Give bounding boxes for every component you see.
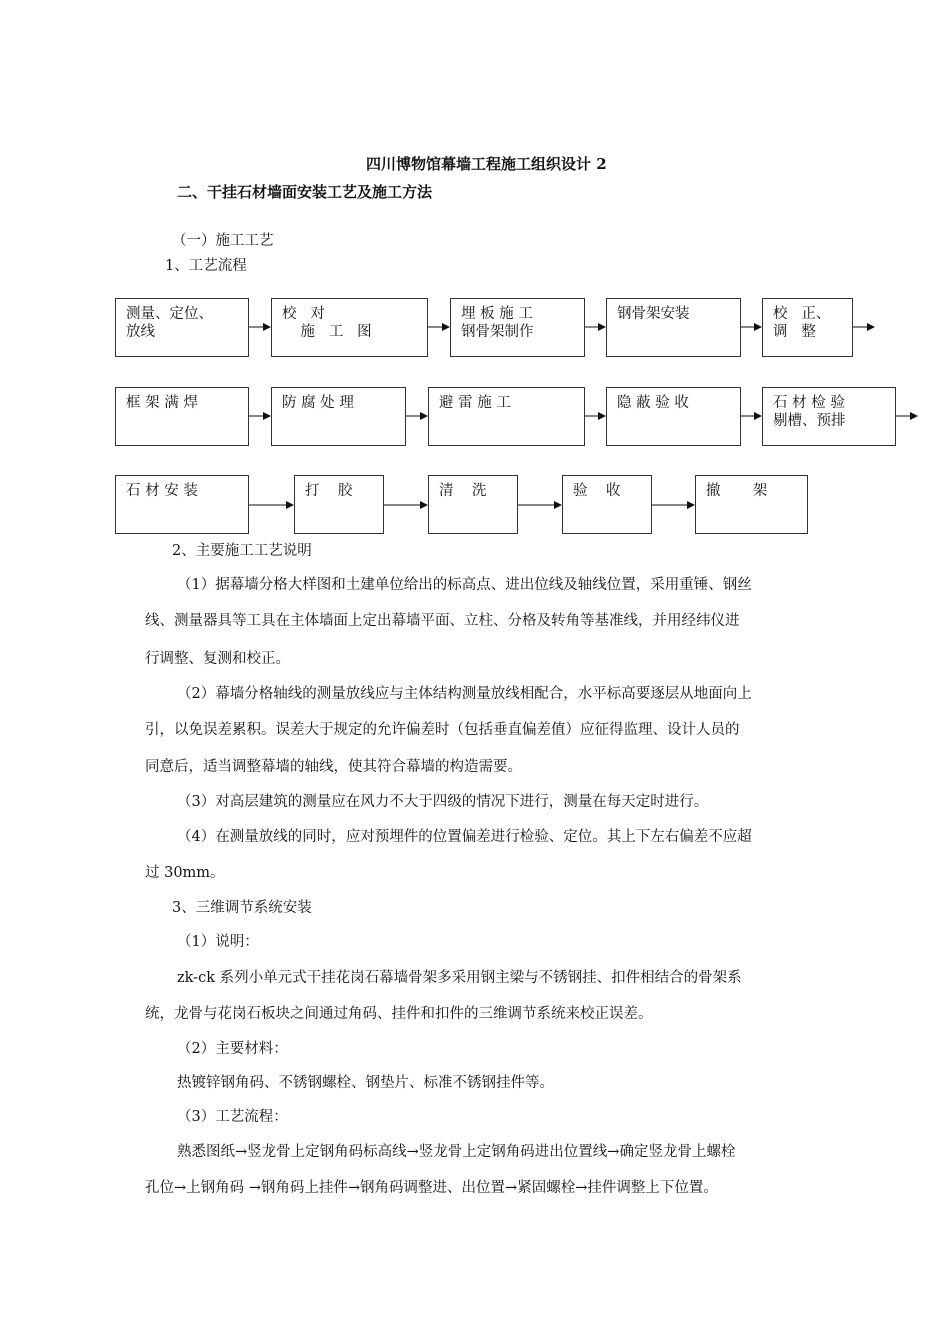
paragraph-line: （2）幕墙分格轴线的测量放线应与主体结构测量放线相配合，水平标高要逐层从地面向上 <box>177 686 752 702</box>
flow-step-text: 施 工 图 <box>282 324 372 340</box>
flow-step-text: 打 胶 <box>305 483 353 499</box>
flow-step-text: 钢骨架制作 <box>461 324 534 340</box>
paragraph-line: 线、测量器具等工具在主体墙面上定出幕墙平面、立柱、分格及转角等基准线，并用经纬仪进 <box>145 613 740 629</box>
heading-main-process: 2、主要施工工艺说明 <box>172 543 312 559</box>
paragraph-line: （1）据幕墙分格大样图和土建单位给出的标高点、进出位线及轴线位置，采用重锤、钢丝 <box>177 577 752 593</box>
subsection-heading: （一）施工工艺 <box>172 233 274 249</box>
flow-step-text: 埋 板 施 工 <box>461 306 533 322</box>
flow-step-text: 石 材 安 装 <box>126 483 198 499</box>
flow-step-text: 放线 <box>126 324 155 340</box>
flow-step-text: 调 整 <box>773 324 816 340</box>
flow-step-text: 校 对 <box>282 306 325 322</box>
paragraph-line: 统，龙骨与花岗石板块之间通过角码、挂件和扣件的三维调节系统来校正误差。 <box>145 1006 653 1022</box>
paragraph-line: zk-ck 系列小单元式干挂花岗石幕墙骨架多采用钢主梁与不锈钢挂、扣件相结合的骨架系 <box>177 970 742 986</box>
flow-step-text: 避 雷 施 工 <box>439 395 511 411</box>
paragraph-line: 过 30mm。 <box>145 865 225 881</box>
flow-step-text: 清 洗 <box>439 483 487 499</box>
flow-step-text: 隐 蔽 验 收 <box>617 395 689 411</box>
flow-step-text: 框 架 满 焊 <box>126 395 198 411</box>
paragraph-line: 熟悉图纸→竖龙骨上定钢角码标高线→竖龙骨上定钢角码进出位置线→确定竖龙骨上螺栓 <box>177 1144 736 1160</box>
paragraph-line: （2）主要材料： <box>177 1041 288 1057</box>
heading-3d-adjustment: 3、三维调节系统安装 <box>172 900 312 916</box>
paragraph-line: 引，以免误差累积。误差大于规定的允许偏差时（包括垂直偏差值）应征得监理、设计人员的 <box>145 722 740 738</box>
paragraph-line: （3）工艺流程： <box>177 1109 288 1125</box>
paragraph-line: 孔位→上钢角码 →钢角码上挂件→钢角码调整进、出位置→紧固螺栓→挂件调整上下位置。 <box>145 1180 718 1196</box>
paragraph-line: （3）对高层建筑的测量应在风力不大于四级的情况下进行，测量在每天定时进行。 <box>177 794 709 810</box>
flow-step-text: 石 材 检 验 <box>773 395 845 411</box>
paragraph-line: （4）在测量放线的同时，应对预埋件的位置偏差进行检验、定位。其上下左右偏差不应超 <box>177 829 752 845</box>
flow-step-text: 测量、定位、 <box>126 306 213 322</box>
flow-step-text: 校 正、 <box>773 306 831 322</box>
flow-step-text: 验 收 <box>573 483 621 499</box>
flow-step-text: 防 腐 处 理 <box>282 395 354 411</box>
paragraph-line: 热镀锌钢角码、不锈钢螺栓、钢垫片、标准不锈钢挂件等。 <box>177 1075 554 1091</box>
document-title: 四川博物馆幕墙工程施工组织设计 2 <box>366 155 607 173</box>
paragraph-line: 行调整、复测和校正。 <box>145 651 290 667</box>
process-flow-heading: 1、工艺流程 <box>165 258 247 274</box>
flow-step-text: 钢骨架安装 <box>617 306 690 322</box>
paragraph-line: （1）说明： <box>177 934 259 950</box>
paragraph-line: 同意后，适当调整幕墙的轴线，使其符合幕墙的构造需要。 <box>145 759 522 775</box>
flow-step-text: 撤 架 <box>706 483 768 499</box>
section-heading: 二、干挂石材墙面安装工艺及施工方法 <box>177 183 433 201</box>
flow-step-text: 剔槽、预排 <box>773 413 846 429</box>
